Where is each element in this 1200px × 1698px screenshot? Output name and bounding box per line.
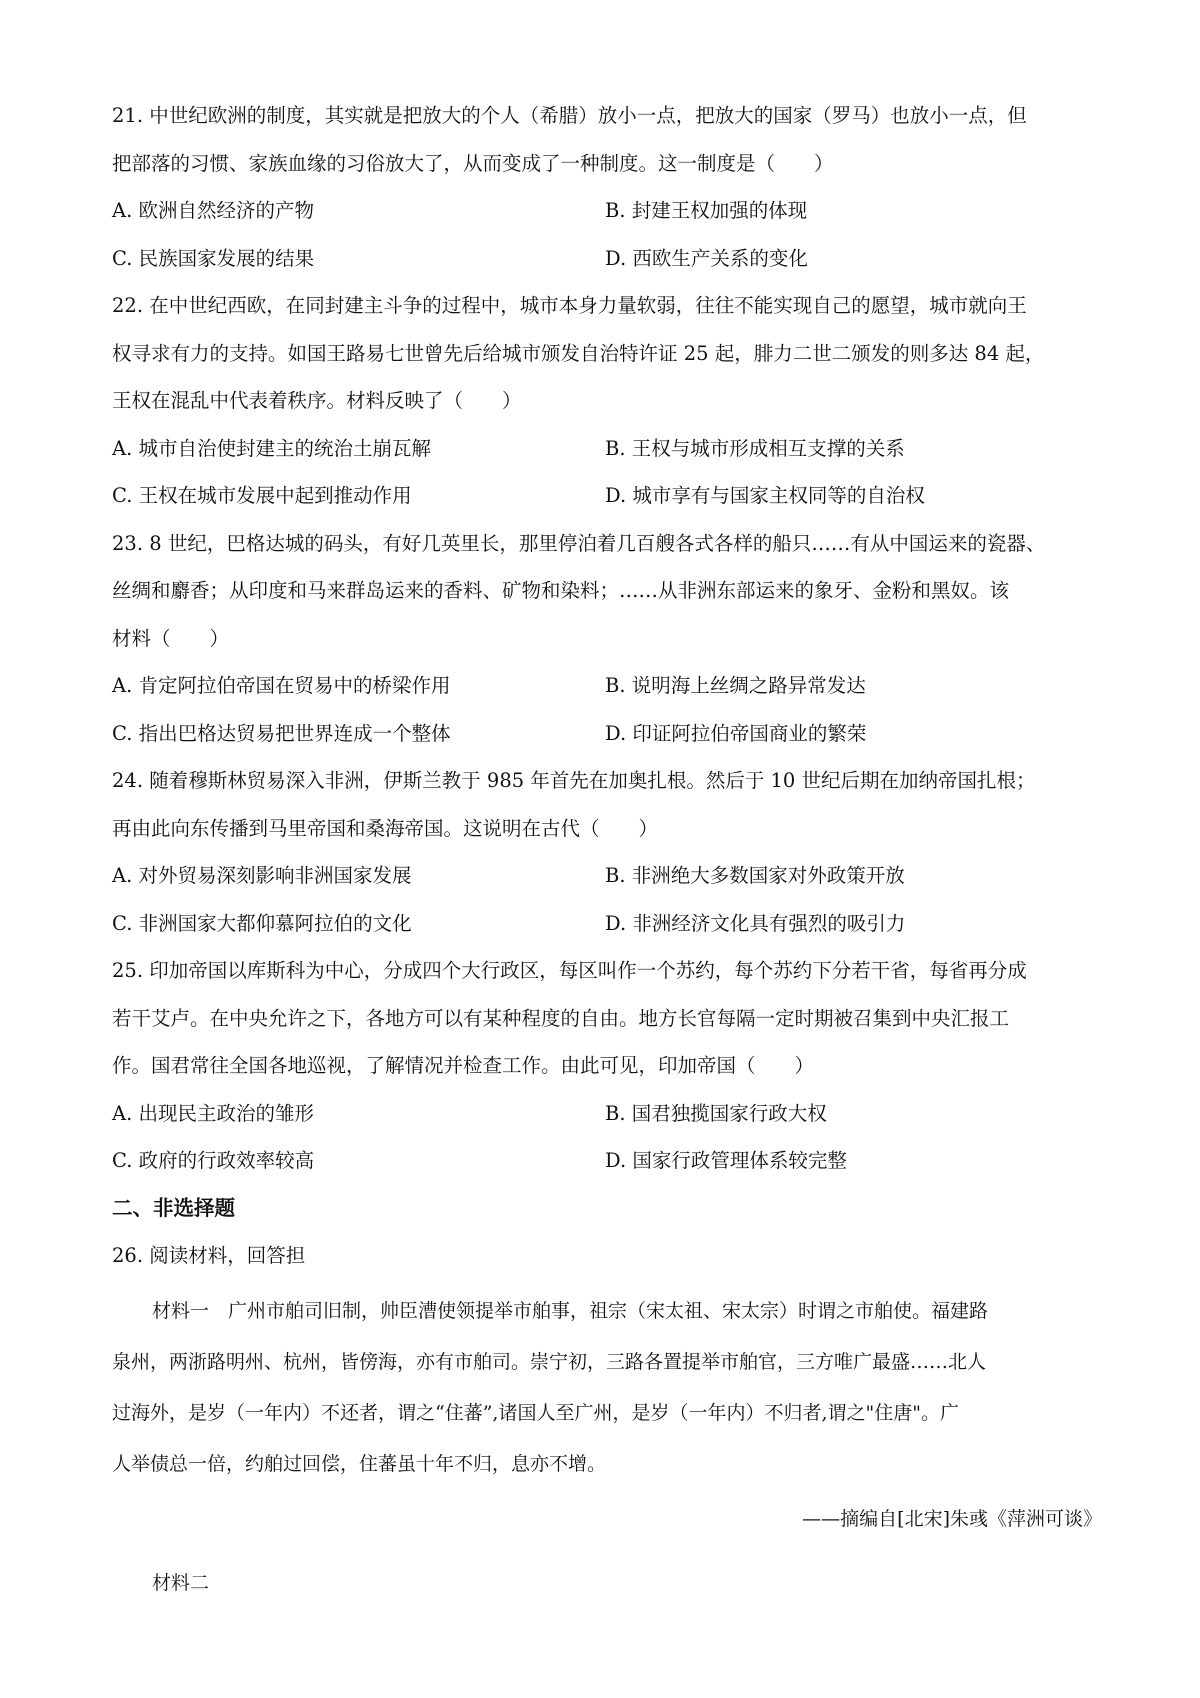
question-stem-line: 25. 印加帝国以库斯科为中心，分成四个大行政区，每区叫作一个苏约，每个苏约下分若干省，每省再分成	[112, 959, 1027, 982]
question-stem-line: 把部落的习惯、家族血缘的习俗放大了，从而变成了一种制度。这一制度是（ ）	[112, 151, 834, 175]
material-line: 泉州，两浙路明州、杭州，皆傍海，亦有市舶司。崇宁初，三路各置提举市舶官，三方唯广最盛……北人	[112, 1350, 987, 1373]
option-row	[112, 662, 1102, 710]
option-c[interactable]: C. 政府的行政效率较高	[112, 1149, 315, 1172]
option-d[interactable]: D. 国家行政管理体系较完整	[605, 1149, 847, 1172]
material-line: 材料一 广州市舶司旧制，帅臣漕使领提举市舶事，祖宗（宋太祖、宋太宗）时谓之市舶使。福建路	[152, 1299, 989, 1322]
option-row	[112, 187, 1102, 235]
option-row	[112, 235, 1102, 283]
question-stem-line: 24. 随着穆斯林贸易深入非洲，伊斯兰教于 985 年首先在加奥扎根。然后于 10 世纪后期在加纳帝国扎根；	[112, 769, 1036, 792]
option-a[interactable]: A. 城市自治使封建主的统治土崩瓦解	[112, 436, 431, 460]
option-row	[112, 710, 1102, 758]
option-c[interactable]: C. 非洲国家大都仰慕阿拉伯的文化	[112, 911, 412, 935]
option-d[interactable]: D. 印证阿拉伯帝国商业的繁荣	[605, 721, 867, 745]
question-25	[0, 947, 1200, 1185]
option-c[interactable]: C. 指出巴格达贸易把世界连成一个整体	[112, 721, 451, 745]
option-c[interactable]: C. 王权在城市发展中起到推动作用	[112, 484, 412, 507]
option-b[interactable]: B. 封建王权加强的体现	[605, 199, 808, 222]
question-24	[0, 757, 1200, 947]
option-row	[112, 852, 1102, 900]
material-source: ——摘编自[北宋]朱彧《萍洲可谈》	[802, 1507, 1102, 1530]
question-stem-line: 若干艾卢。在中央允许之下，各地方可以有某种程度的自由。地方长官每隔一定时期被召集到中央汇报工	[112, 1006, 1010, 1030]
option-b[interactable]: B. 说明海上丝绸之路异常发达	[605, 674, 866, 697]
option-b[interactable]: B. 非洲绝大多数国家对外政策开放	[605, 864, 905, 887]
option-row	[112, 472, 1102, 520]
material-line: 过海外，是岁（一年内）不还者，谓之“住蕃”,诸国人至广州，是岁（一年内）不归者,谓之"住唐"。广	[112, 1401, 959, 1424]
material-1	[0, 1286, 1200, 1548]
option-c[interactable]: C. 民族国家发展的结果	[112, 246, 315, 270]
option-row	[112, 1137, 1102, 1185]
option-d[interactable]: D. 非洲经济文化具有强烈的吸引力	[605, 911, 906, 935]
question-stem-line: 丝绸和麝香；从印度和马来群岛运来的香料、矿物和染料；……从非洲东部运来的象牙、金粉和黑奴。该	[112, 579, 1010, 602]
material-2-label: 材料二	[152, 1571, 210, 1594]
question-stem-line: 再由此向东传播到马里帝国和桑海帝国。这说明在古代（ ）	[112, 816, 659, 840]
question-stem-line: 23. 8 世纪，巴格达城的码头，有好几英里长，那里停泊着几百艘各式各样的船只……有从中国运来的瓷器、	[112, 531, 1046, 555]
option-a[interactable]: A. 出现民主政治的雏形	[112, 1101, 314, 1125]
question-stem-line: 权寻求有力的支持。如国王路易七世曾先后给城市颁发自治特许证 25 起，腓力二世二颁发的则多达 84 起，	[112, 341, 1045, 365]
section-title: 二、非选择题	[112, 1195, 235, 1220]
question-stem-line: 21. 中世纪欧洲的制度，其实就是把放大的个人（希腊）放小一点，把放大的国家（罗马）也放小一点，但	[112, 104, 1027, 127]
question-22	[0, 282, 1200, 520]
question-stem-line: 王权在混乱中代表着秩序。材料反映了（ ）	[112, 389, 522, 412]
question-stem-line: 22. 在中世纪西欧，在同封建主斗争的过程中，城市本身力量软弱，往往不能实现自己的愿望，城市就向王	[112, 294, 1027, 317]
question-23	[0, 520, 1200, 758]
option-a[interactable]: A. 肯定阿拉伯帝国在贸易中的桥梁作用	[112, 674, 451, 697]
option-row	[112, 425, 1102, 473]
option-row	[112, 1090, 1102, 1138]
option-b[interactable]: B. 国君独揽国家行政大权	[605, 1101, 827, 1125]
option-a[interactable]: A. 对外贸易深刻影响非洲国家发展	[112, 864, 412, 887]
option-a[interactable]: A. 欧洲自然经济的产物	[112, 199, 314, 222]
option-d[interactable]: D. 城市享有与国家主权同等的自治权	[605, 484, 925, 507]
option-b[interactable]: B. 王权与城市形成相互支撑的关系	[605, 436, 905, 460]
question-stem-line: 材料（ ）	[112, 626, 230, 650]
material-line: 人举债总一倍，约舶过回偿，住蕃虽十年不归，息亦不增。	[112, 1452, 607, 1475]
question-26-stem: 26. 阅读材料，回答担	[112, 1244, 306, 1267]
question-stem-line: 作。国君常往全国各地巡视，了解情况并检查工作。由此可见，印加帝国（ ）	[112, 1054, 815, 1077]
question-21	[0, 92, 1200, 282]
option-row	[112, 900, 1102, 948]
option-d[interactable]: D. 西欧生产关系的变化	[605, 246, 808, 270]
